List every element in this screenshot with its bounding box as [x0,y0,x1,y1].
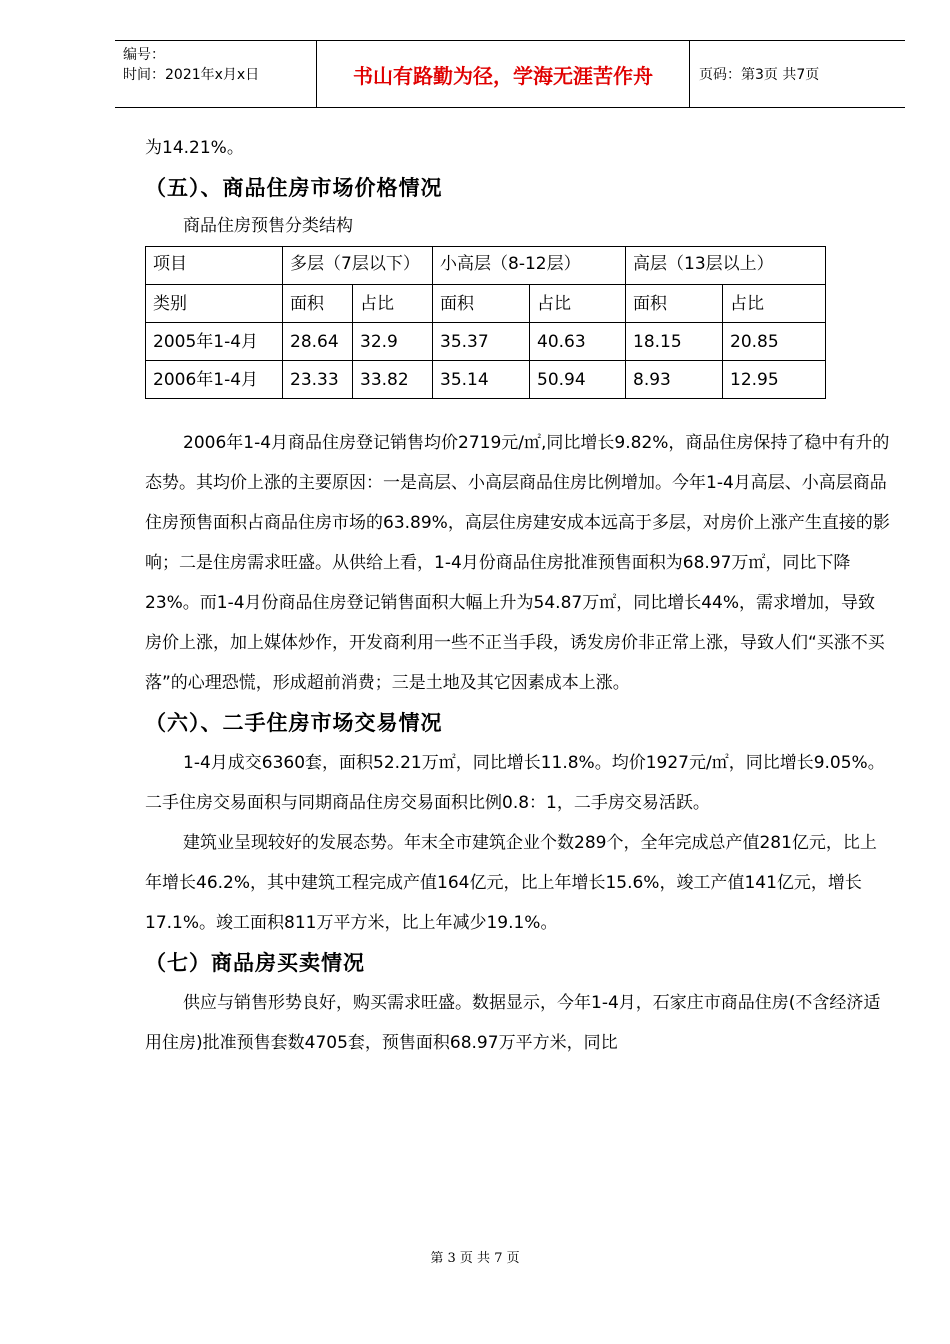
table-cell: 12.95 [723,361,826,399]
header-motto: 书山有路勤为径，学海无涯苦作舟 [316,41,690,107]
table-cell: 8.93 [626,361,723,399]
section-title-6: （六）、二手住房市场交易情况 [145,710,443,735]
table-cell: 35.14 [433,361,530,399]
paragraph-construction: 建筑业呈现较好的发展态势。年末全市建筑企业个数289个，全年完成总产值281亿元，比上年增长46.2%，其中建筑工程完成产值164亿元，比上年增长15.6%，竣工产值141亿元，增长17.1%。竣工面积811万平方米，比上年减少19.1%。 [145,833,877,933]
table-cell: 占比 [353,285,433,323]
table-header-row [146,247,826,285]
paragraph-price: 2006年1-4月商品住房登记销售均价2719元/㎡,同比增长9.82%，商品住房保持了稳中有升的态势。其均价上涨的主要原因：一是高层、小高层商品住房比例增加。今年1-4月高层、小高层商品住房预售面积占商品住房市场的63.89%，高层住房建安成本远高于多层，对房价上涨产生直接的影响；二是住房需求旺盛。从供给上看，1-4月份商品住房批准预售面积为68.97万㎡，同比下降23%。而1-4月份商品住房登记销售面积大幅上升为54.87万㎡，同比增长44%，需求增加，导致房价上涨，加上媒体炒作，开发商利用一些不正当手段，诱发房价非正常上涨，导致人们“买涨不买落”的心理恐慌，形成超前消费；三是土地及其它因素成本上涨。 [145,433,890,693]
page-content [145,128,890,1063]
document-number: 编号： [123,47,165,63]
table-caption: 商品住房预售分类结构 [183,216,353,236]
table-cell: 占比 [723,285,826,323]
table-cell: 面积 [433,285,530,323]
page-header [115,40,905,108]
paragraph-second-hand: 1-4月成交6360套，面积52.21万㎡，同比增长11.8%。均价1927元/㎡，同比增长9.05%。二手住房交易面积与同期商品住房交易面积比例0.8：1，二手房交易活跃。 [145,753,885,813]
table-cell: 50.94 [530,361,626,399]
table-row [146,323,826,361]
table-cell: 33.82 [353,361,433,399]
presale-structure-table [145,246,826,399]
table-cell: 32.9 [353,323,433,361]
table-row [146,361,826,399]
table-header-cell: 小高层（8-12层） [433,247,626,285]
table-cell: 2006年1-4月 [146,361,283,399]
table-cell: 20.85 [723,323,826,361]
header-page-info: 页码：第3页 共7页 [699,67,820,83]
table-subheader-row [146,285,826,323]
intro-line: 为14.21%。 [145,138,244,158]
page-footer: 第 3 页 共 7 页 [430,1251,520,1266]
table-cell: 2005年1-4月 [146,323,283,361]
section-title-5: （五）、商品住房市场价格情况 [145,175,443,200]
table-cell: 40.63 [530,323,626,361]
table-cell: 23.33 [283,361,353,399]
table-cell: 面积 [283,285,353,323]
header-meta [115,41,316,107]
table-cell: 18.15 [626,323,723,361]
table-cell: 28.64 [283,323,353,361]
table-cell: 35.37 [433,323,530,361]
table-header-cell: 项目 [146,247,283,285]
document-time: 时间：2021年x月x日 [123,67,260,83]
table-header-cell: 高层（13层以上） [626,247,826,285]
table-header-cell: 多层（7层以下） [283,247,433,285]
table-cell: 面积 [626,285,723,323]
paragraph-sales: 供应与销售形势良好，购买需求旺盛。数据显示，今年1-4月，石家庄市商品住房(不含经济适用住房)批准预售套数4705套，预售面积68.97万平方米，同比 [145,993,881,1053]
table-cell: 占比 [530,285,626,323]
section-title-7: （七）商品房买卖情况 [145,950,365,975]
table-cell: 类别 [146,285,283,323]
